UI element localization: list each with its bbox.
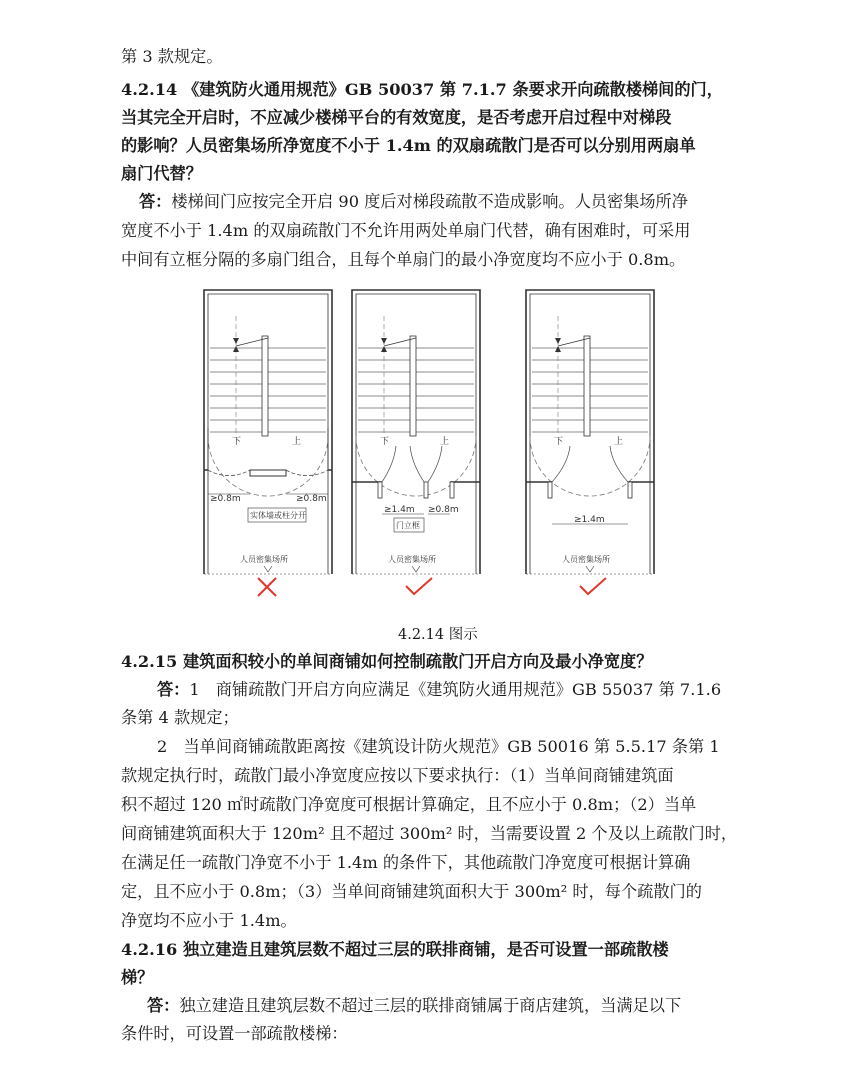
answer-line: 中间有立框分隔的多扇门组合，且每个单扇门的最小净宽度均不应小于 0.8m。 [121,250,686,269]
dim-label: ≥0.8m [296,494,327,504]
answer-line [139,192,688,212]
stair-down-label: 下 [554,437,564,447]
answer-text: 1 商铺疏散门开启方向应满足《建筑防火通用规范》GB 55037 第 7.1.6 [189,680,722,699]
room-label: 人员密集场所 [562,555,610,564]
dim-label: ≥1.4m [384,505,415,515]
dim-label: ≥0.8m [210,494,241,504]
answer-line: 宽度不小于 1.4m 的双扇疏散门不允许用两处单扇门代替，确有困难时，可采用 [121,221,691,240]
answer-line: 款规定执行时，疏散门最小净宽度应按以下要求执行：（1）当单间商铺建筑面 [121,766,674,785]
answer-line: 净宽均不应小于 1.4m。 [121,911,297,930]
stair-up-label: 上 [440,437,450,447]
check-mark [406,578,432,594]
panel-1 [204,290,332,596]
text-line: 第 3 款规定。 [121,47,223,66]
stair-door-figure [200,286,660,606]
question-heading: 当其完全开启时，不应减少楼梯平台的有效宽度，是否考虑开启过程中对梯段 [121,108,672,127]
question-heading: 4.2.16 独立建造且建筑层数不超过三层的联排商铺，是否可设置一部疏散楼 [121,940,669,959]
note-label: 实体墙或柱分开 [250,511,306,520]
panel-2 [352,290,480,594]
dim-label: ≥0.8m [428,505,459,515]
answer-line: 在满足任一疏散门净宽不小于 1.4m 的条件下，其他疏散门净宽度可根据计算确 [121,853,691,872]
stair-up-label: 上 [292,437,302,447]
answer-line: 间商铺建筑面积大于 120m² 且不超过 300m² 时，当需要设置 2 个及以上疏散门时， [121,824,738,843]
check-mark [580,578,606,594]
panel-3 [526,290,654,594]
answer-line: 条件时，可设置一部疏散楼梯： [121,1024,348,1043]
answer-label: 答： [157,680,190,699]
question-heading: 扇门代替？ [121,164,202,183]
dim-label: ≥1.4m [574,515,605,525]
answer-line: 积不超过 120 ㎡时疏散门净宽度可根据计算确定，且不应小于 0.8m；（2）当单 [121,795,697,814]
answer-line: 定，且不应小于 0.8m；（3）当单间商铺建筑面积大于 300m² 时，每个疏散门的 [121,882,702,901]
stair-down-label: 下 [232,437,242,447]
stair-down-label: 下 [380,437,390,447]
question-heading: 梯？ [121,968,154,987]
stair-up-label: 上 [614,437,624,447]
cross-mark [258,578,276,596]
answer-label: 答： [147,996,180,1015]
figure-caption: 4.2.14 图示 [398,627,478,643]
question-heading: 4.2.14 《建筑防火通用规范》GB 50037 第 7.1.7 条要求开向疏散楼梯间的门， [121,80,723,99]
question-heading: 4.2.15 建筑面积较小的单间商铺如何控制疏散门开启方向及最小净宽度？ [121,652,653,671]
note-label: 门立框 [396,521,420,530]
answer-label: 答： [139,192,172,211]
answer-line: 条第 4 款规定； [121,708,239,727]
answer-text: 楼梯间门应按完全开启 90 度后对梯段疏散不造成影响。人员密集场所净 [171,192,688,211]
answer-line [157,680,721,700]
question-heading: 的影响？人员密集场所净宽度不小于 1.4m 的双扇疏散门是否可以分别用两扇单 [121,136,696,155]
room-label: 人员密集场所 [240,555,288,564]
answer-line [147,996,681,1016]
answer-text: 独立建造且建筑层数不超过三层的联排商铺属于商店建筑，当满足以下 [179,996,682,1015]
room-label: 人员密集场所 [388,555,436,564]
answer-line: 2 当单间商铺疏散距离按《建筑设计防火规范》GB 50016 第 5.5.17 条第 1 [157,737,720,756]
